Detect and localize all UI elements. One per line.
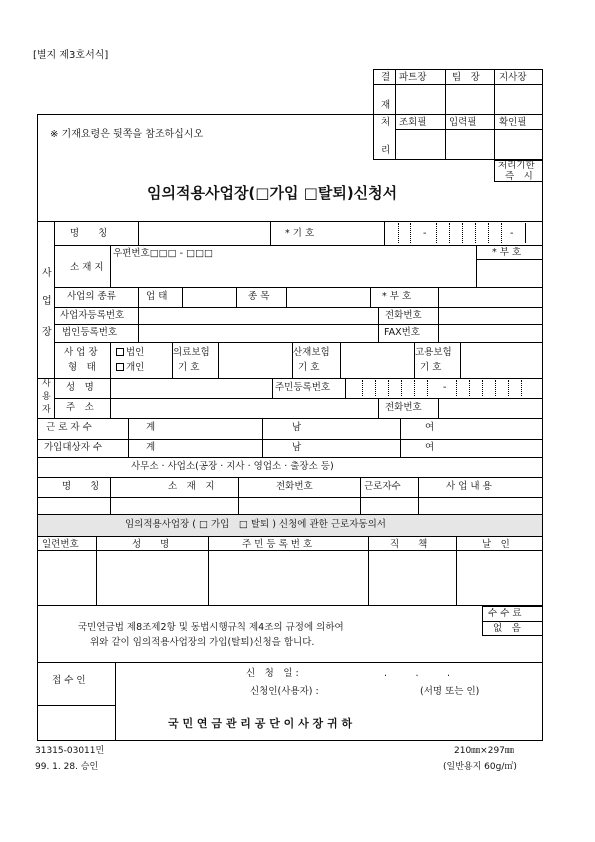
declaration-line-1: 국민연금법 제8조제2항 및 동법시행규칙 제4조의 규정에 의하여	[78, 622, 344, 633]
receipt-stamp-label: 접 수 인	[52, 675, 86, 686]
form-title: 임의적용사업장(□가입 □탈퇴)신청서	[147, 184, 398, 202]
corp-reg-no-label: 법인등록번호	[62, 327, 118, 338]
business-type-label: 사업의 종류	[67, 291, 116, 302]
employment-insurance-label: 고용보험	[415, 347, 452, 358]
instruction-note: ※ 기재요령은 뒷쪽을 참조하십시오	[50, 129, 204, 140]
application-date-value: . . .	[384, 668, 451, 679]
application-date-label: 신 청 일 :	[246, 668, 299, 679]
applicant-label: 신청인(사용자) :	[250, 686, 319, 697]
phone-label: 전화번호	[385, 310, 422, 321]
medical-insurance-label: 의료보험	[173, 347, 210, 358]
addressee: 국 민 연 금 관 리 공 단 이 사 장 귀 하	[168, 717, 353, 730]
biz-item-label: 종 목	[248, 291, 270, 302]
fee-label: 수 수 료	[488, 608, 522, 619]
workers-label: 근 로 자 수	[46, 422, 92, 433]
offices-header: 사무소 · 사업소(공장 · 지사 · 영업소 · 출장소 등)	[131, 461, 334, 472]
sub-code-label-2: * 부 호	[382, 291, 412, 302]
footer-code: 31315-03011민	[35, 746, 105, 756]
workplace-address-label: 소 재 지	[70, 262, 104, 273]
individual-checkbox[interactable]: 개인	[116, 363, 144, 373]
employer-name-label: 성 명	[66, 382, 94, 393]
fax-label: FAX번호	[384, 327, 420, 338]
workplace-form-label: 사 업 장	[64, 347, 98, 358]
biz-category-label: 업 태	[146, 291, 168, 302]
subscribers-label: 가입대상자 수	[44, 442, 103, 453]
consent-header: 임의적용사업장 ( □ 가입 □ 탈퇴 ) 신청에 관한 근로자동의서	[125, 519, 386, 530]
footer-approval: 99. 1. 28. 승인	[35, 762, 99, 772]
deadline-value: 즉 시	[505, 171, 533, 182]
postal-code-field: 우편번호□□□ - □□□	[113, 248, 214, 259]
signature-label: (서명 또는 인)	[420, 686, 480, 697]
corp-checkbox[interactable]: 법인	[116, 348, 144, 358]
business-reg-no-label: 사업자등록번호	[60, 310, 125, 321]
sub-code-label: * 부 호	[492, 247, 522, 258]
footer-paper: (일반용지 60g/㎡)	[443, 762, 517, 772]
footer-size: 210㎜×297㎜	[454, 746, 514, 756]
declaration-line-2: 위와 같이 임의적용사업장의 가입(탈퇴)신청을 합니다.	[90, 637, 315, 648]
employer-address-label: 주 소	[66, 402, 94, 413]
workplace-code-label: * 기 호	[285, 228, 315, 239]
workplace-name-label: 명 칭	[70, 228, 108, 239]
form-code: [별지 제3호서식]	[33, 50, 109, 61]
fee-value: 없 음	[493, 623, 521, 634]
industrial-insurance-label: 산재보험	[293, 347, 330, 358]
deadline-label: 처리기한	[498, 160, 535, 171]
employer-phone-label: 전화번호	[385, 402, 422, 413]
employer-rrn-label: 주민등록번호	[275, 382, 331, 393]
